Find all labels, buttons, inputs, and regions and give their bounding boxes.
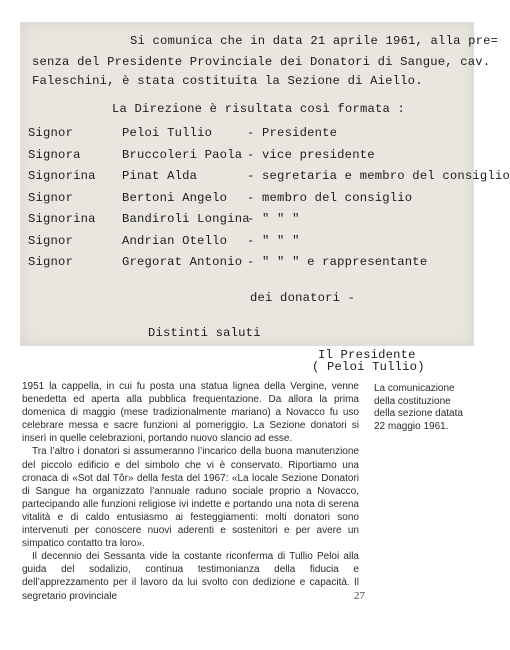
page-number: 27 [354,590,365,602]
letter-closing: Distinti saluti [148,326,261,340]
body-paragraph: 1951 la cappella, in cui fu posta una statua lignea della Vergine, venne benedetta ed aperta alla pubblica frequentazione. Da allora la prima domenica di maggio (mese tradizionalmente mariano) a Novacco fu uso celebrare messa e sacre funzioni al pomeriggio. La Sezione donatori si inserì in quelle celebrazioni, portando nuovo slancio ad esse. [22,381,359,445]
roster-name: Pinat Alda [122,169,198,183]
roster-title: Signor [28,255,74,269]
roster-title: Signor [28,126,74,140]
letter-line-4: La Direzione è risultata così formata : [112,102,406,116]
image-caption: La comunicazione della costituzione della sezione datata 22 maggio 1961. [374,383,463,432]
roster-name: Bruccoleri Paola [122,147,243,162]
roster-role: - vice presidente [247,147,375,162]
roster-title: Signorina [28,212,96,226]
letter-line-3: Faleschini, è stata costituita la Sezione di Aiello. [32,74,423,88]
roster-role: - " " " e rappresentante [247,255,428,269]
letter-line-1: Si comunica che in data 21 aprile 1961, alla pre= [130,34,499,48]
roster-role: - segretaria e membro del consiglio [247,169,510,183]
roster-title: Signorina [28,169,96,183]
roster-name: Gregorat Antonio [122,255,243,269]
letter-signature-title: Il Presidente [318,348,416,362]
roster-title: Signora [28,147,81,162]
roster-title: Signor [28,190,74,205]
roster-role: - " " " [247,212,300,226]
body-paragraph: Tra l’altro i donatori si assumeranno l’incarico della buona manutenzione del piccolo edificio e del simbolo che vi è conservato. Riportiamo una cronaca di «Sot dal Tôr» della festa del 1967: «La locale Sezione Donatori di Sangue ha organizzato l’annuale raduno sociale proprio a Novacco, partecipando alle funzioni religiose ivi indette e portando una nota di serena vitalità e di caldo entusiasmo ai festeggiamenti: molti donatori sono intervenuti per conoscere nuovi aderenti e sostenitori e per avere un simpatico contatto tra loro». [22,446,359,550]
roster-name: Peloi Tullio [122,126,213,140]
letter-line-2: senza del Presidente Provinciale dei Donatori di Sangue, cav. [32,55,491,69]
roster-name: Bandiroli Longina [122,212,250,226]
roster-role: - " " " [247,233,300,248]
roster-role: - Presidente [247,126,338,140]
typewritten-letter-scan [20,22,510,374]
roster-name: Bertoni Angelo [122,190,228,205]
roster-title: Signor [28,233,74,248]
roster-role: - membro del consiglio [247,190,413,205]
article-body [22,380,359,603]
roster-name: Andrian Otello [122,233,228,248]
letter-donors-line: dei donatori - [250,291,356,305]
letter-signature-name: ( Peloi Tullio) [312,360,425,374]
body-paragraph: Il decennio dei Sessanta vide la costante riconferma di Tullio Peloi alla guida del sodalizio, continua testimonianza della fiducia e dell’apprezzamento per il lavoro da lui svolto con dedizione e capacità. Il segretario provinciale [22,551,359,602]
